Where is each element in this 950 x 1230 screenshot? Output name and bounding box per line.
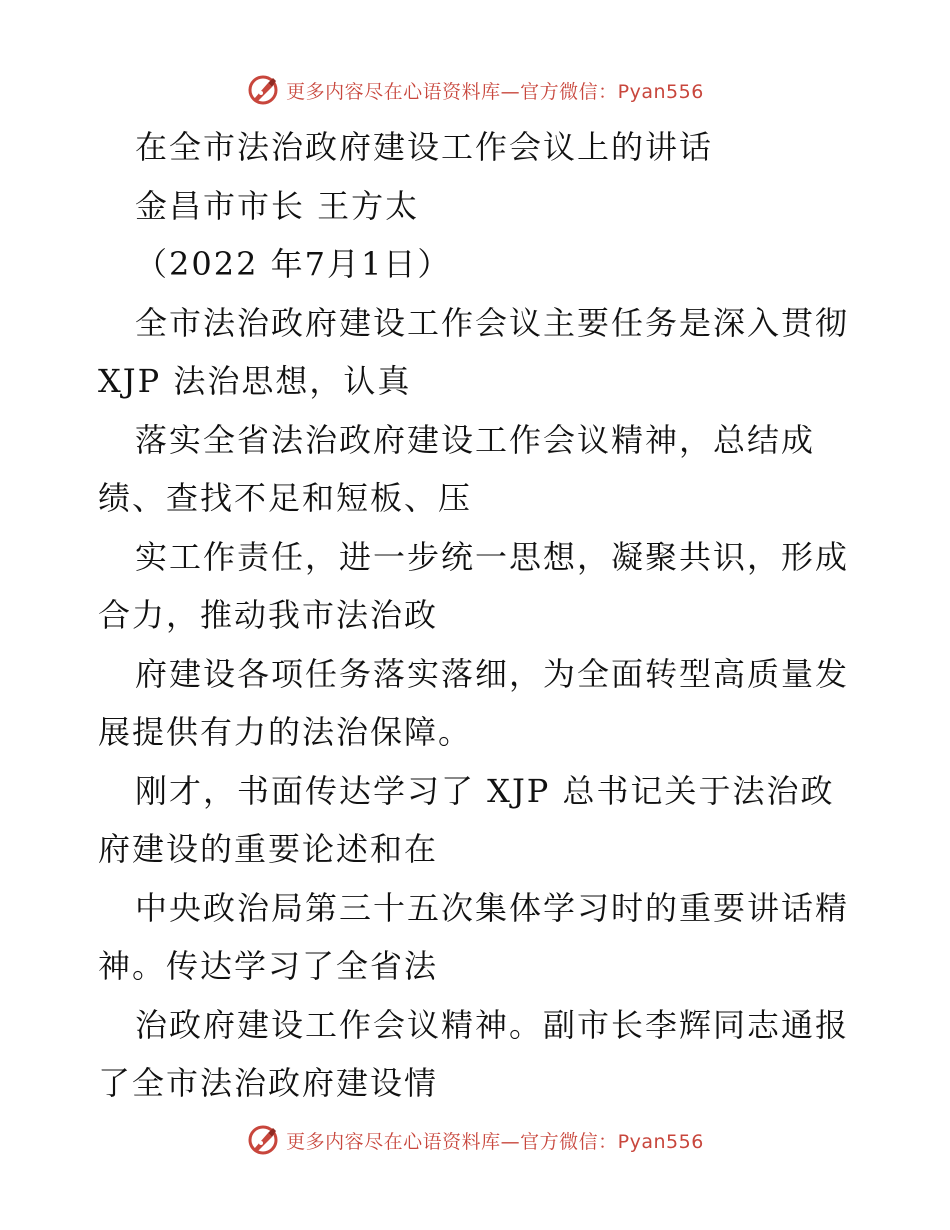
text-line: 刚才，书面传达学习了 XJP 总书记关于法治政 — [135, 771, 835, 810]
text-line: 神。传达学习了全省法 — [98, 947, 439, 985]
text-line: 实工作责任，进一步统一思想，凝聚共识，形成 — [135, 537, 850, 576]
text-line: 全市法治政府建设工作会议主要任务是深入贯彻 — [135, 303, 850, 342]
text-line: 绩、查找不足和短板、压 — [98, 479, 473, 517]
document-title: 在全市法治政府建设工作会议上的讲话 — [135, 128, 714, 166]
text-line: 治政府建设工作会议精神。副市长李辉同志通报 — [135, 1005, 850, 1044]
pen-nib-logo-icon — [246, 73, 280, 107]
watermark-text: 更多内容尽在心语资料库—官方微信：Pyan556 — [286, 1130, 704, 1153]
text-line: 府建设的重要论述和在 — [98, 830, 439, 868]
document-body — [98, 118, 878, 1113]
pen-nib-logo-icon — [246, 1123, 280, 1157]
text-line: （2022 年7月1日） — [135, 245, 452, 283]
text-line: 合力，推动我市法治政 — [98, 596, 439, 634]
text-line: 展提供有力的法治保障。 — [98, 713, 473, 751]
footer-watermark — [0, 1120, 950, 1160]
text-line: 金昌市市长 王方太 — [135, 186, 420, 225]
text-line: 落实全省法治政府建设工作会议精神，总结成 — [135, 420, 816, 459]
text-line: 了全市法治政府建设情 — [98, 1064, 439, 1102]
text-line: XJP 法治思想，认真 — [98, 362, 412, 400]
watermark-text: 更多内容尽在心语资料库—官方微信：Pyan556 — [286, 80, 704, 103]
text-line: 府建设各项任务落实落细，为全面转型高质量发 — [135, 654, 850, 693]
text-line: 中央政治局第三十五次集体学习时的重要讲话精 — [135, 888, 850, 927]
header-watermark — [0, 70, 950, 110]
